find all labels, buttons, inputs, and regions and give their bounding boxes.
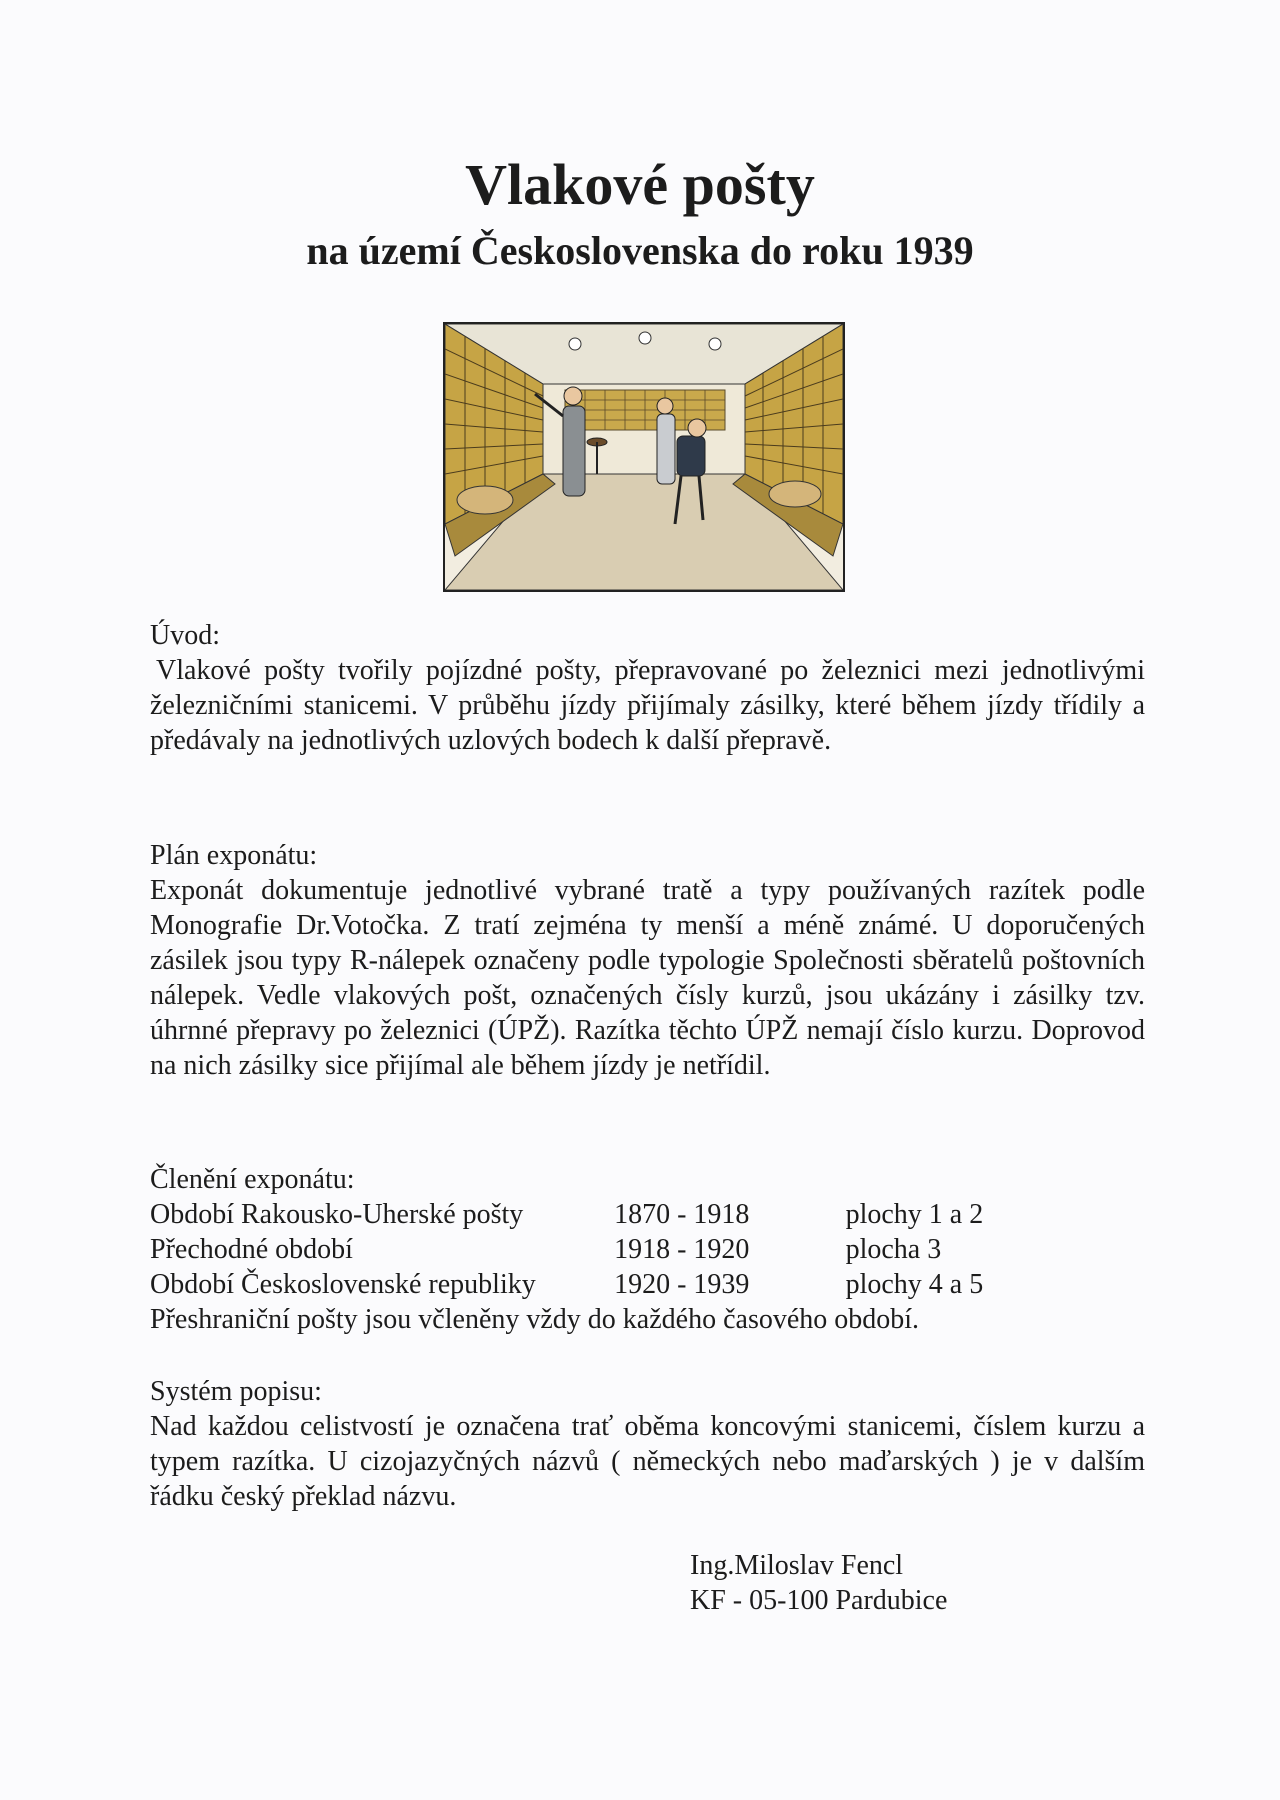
cleneni-note: Přeshraniční pošty jsou včleněny vždy do každého časového období. bbox=[150, 1304, 920, 1335]
period-years: 1920 - 1939 bbox=[614, 1269, 750, 1300]
section-uvod bbox=[150, 618, 1145, 758]
period-row bbox=[150, 1197, 1145, 1232]
period-name: Období Československé republiky bbox=[150, 1269, 536, 1300]
uvod-text: Vlakové pošty tvořily pojízdné pošty, přepravované po železnici mezi jednotlivými železničními stanicemi. V průběhu jízdy přijímaly zásilky, které během jízdy třídily a předávaly na jednotlivých uzlových bodech k další přepravě. bbox=[150, 655, 1145, 756]
uvod-heading: Úvod: bbox=[150, 620, 220, 651]
plan-text: Exponát dokumentuje jednotlivé vybrané tratě a typy používaných razítek podle Monografie Dr.Votočka. Z tratí zejména ty menší a méně známé. U doporučených zásilek jsou typy R-nálepek označeny podle typologie Společnosti sběratelů poštovních nálepek. Vedle vlakových pošt, označených čísly kurzů, jsou ukázány i zásilky tzv. úhrnné přepravy po železnici (ÚPŽ). Razítka těchto ÚPŽ nemají číslo kurzu. Doprovod na nich zásilky sice přijímal ale během jízdy je netřídil. bbox=[150, 875, 1145, 1081]
author-name: Ing.Miloslav Fencl bbox=[690, 1550, 904, 1581]
section-cleneni bbox=[150, 1162, 1145, 1337]
section-plan bbox=[150, 838, 1145, 1083]
cleneni-heading: Členění exponátu: bbox=[150, 1164, 355, 1195]
period-sheets: plocha 3 bbox=[845, 1234, 942, 1265]
system-heading: Systém popisu: bbox=[150, 1376, 322, 1407]
period-years: 1918 - 1920 bbox=[614, 1234, 750, 1265]
signature-block bbox=[690, 1548, 947, 1618]
plan-heading: Plán exponátu: bbox=[150, 840, 318, 871]
period-row bbox=[150, 1267, 1145, 1302]
period-sheets: plochy 4 a 5 bbox=[845, 1269, 984, 1300]
document-subtitle: na území Československa do roku 1939 bbox=[306, 228, 974, 273]
period-sheets: plochy 1 a 2 bbox=[845, 1199, 984, 1230]
document-title: Vlakové pošty bbox=[465, 152, 815, 217]
railway-post-office-illustration bbox=[443, 322, 845, 592]
section-system bbox=[150, 1374, 1145, 1514]
period-years: 1870 - 1918 bbox=[614, 1199, 750, 1230]
system-text: Nad každou celistvostí je označena trať oběma koncovými stanicemi, číslem kurzu a typem razítka. U cizojazyčných názvů ( německých nebo maďarských ) je v dalším řádku český překlad názvu. bbox=[150, 1411, 1145, 1512]
period-name: Přechodné období bbox=[150, 1234, 353, 1265]
period-row bbox=[150, 1232, 1145, 1267]
period-name: Období Rakousko-Uherské pošty bbox=[150, 1199, 524, 1230]
author-club: KF - 05-100 Pardubice bbox=[690, 1585, 948, 1616]
